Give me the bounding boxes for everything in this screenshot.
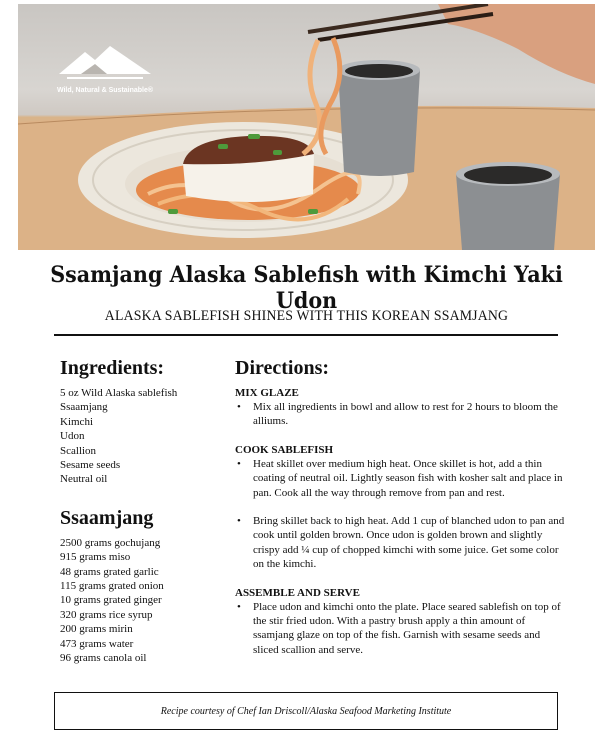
ssaamjang-item: 320 grams rice syrup [60,608,153,621]
steps-list [235,600,565,658]
directions-column [235,356,565,657]
step-item: • Mix all ingredients in bowl and allow to rest for 2 hours to bloom the alliums. [235,400,565,429]
steel-cup [456,162,560,250]
recipe-subtitle: ALASKA SABLEFISH SHINES WITH THIS KOREAN SSAMJANG [104,308,509,324]
ingredient-item: 5 oz Wild Alaska sablefish [60,387,178,399]
ingredient-item: Udon [60,430,85,443]
ssaamjang-item: 48 grams grated garlic [60,565,159,578]
divider [54,334,558,336]
step-item: • Heat skillet over medium high heat. Once skillet is hot, add a thin coating of neutral oil. Lightly season fish with kosher salt and place in pan. Cook all the way through remove from pan and rest. [235,457,565,500]
ingredients-column [60,356,228,666]
mountain-logo-icon [55,44,155,80]
ssaamjang-item: 10 grams grated ginger [60,594,162,607]
steel-cup [338,60,420,176]
directions-heading: Directions: [235,357,330,379]
recipe-title: Ssamjang Alaska Sablefish with Kimchi Yaki Udon [50,262,563,314]
ssaamjang-item: 915 grams miso [60,551,131,564]
ingredient-item: Ssaamjang [60,401,108,414]
section-title: MIX GLAZE [235,387,299,399]
ingredient-item: Sesame seeds [60,459,121,472]
brand-tagline: Wild, Natural & Sustainable® [56,87,154,94]
recipe-credit: Recipe courtesy of Chef Ian Driscoll/Alaska Seafood Marketing Institute [160,705,452,717]
cook-sablefish-section [235,443,565,572]
ssaamjang-heading: Ssaamjang [60,506,154,529]
ingredient-item: Kimchi [60,415,93,428]
ingredient-item: Neutral oil [60,473,108,486]
mix-glaze-section [235,386,565,429]
section-title: COOK SABLEFISH [235,443,334,456]
section-title: ASSEMBLE AND SERVE [235,586,360,599]
assemble-section [235,586,565,658]
ingredient-item: Scallion [60,444,97,457]
food-illustration [18,4,595,250]
ssaamjang-item: 2500 grams gochujang [60,536,161,549]
hand [438,4,595,84]
ssaamjang-list [60,536,228,666]
ssaamjang-item: 473 grams water [60,637,134,650]
brand-logo [50,44,160,94]
step-item: • Place udon and kimchi onto the plate. Place seared sablefish on top of the stir fried udon. With a pastry brush apply a thin amount of ssamjang glaze on top of the fish. Garnish with sesame seeds and sliced scallion and serve. [235,600,565,658]
ssaamjang-item: 115 grams grated onion [60,580,164,593]
ingredients-list [60,386,228,487]
ssaamjang-item: 96 grams canola oil [60,652,147,665]
steps-list [235,400,565,429]
ssaamjang-item: 200 grams mirin [60,623,133,636]
recipe-credit-box [54,692,558,730]
step-item: • Bring skillet back to high heat. Add 1 cup of blanched udon to pan and cook until golden brown. Once udon is golden brown and slightly crispy add ¼ cup of chopped kimchi with some juice. Get some color on the kimchi. [235,514,565,572]
steps-list [235,457,565,572]
ingredients-heading: Ingredients: [60,357,165,379]
hero-photo [18,4,595,250]
